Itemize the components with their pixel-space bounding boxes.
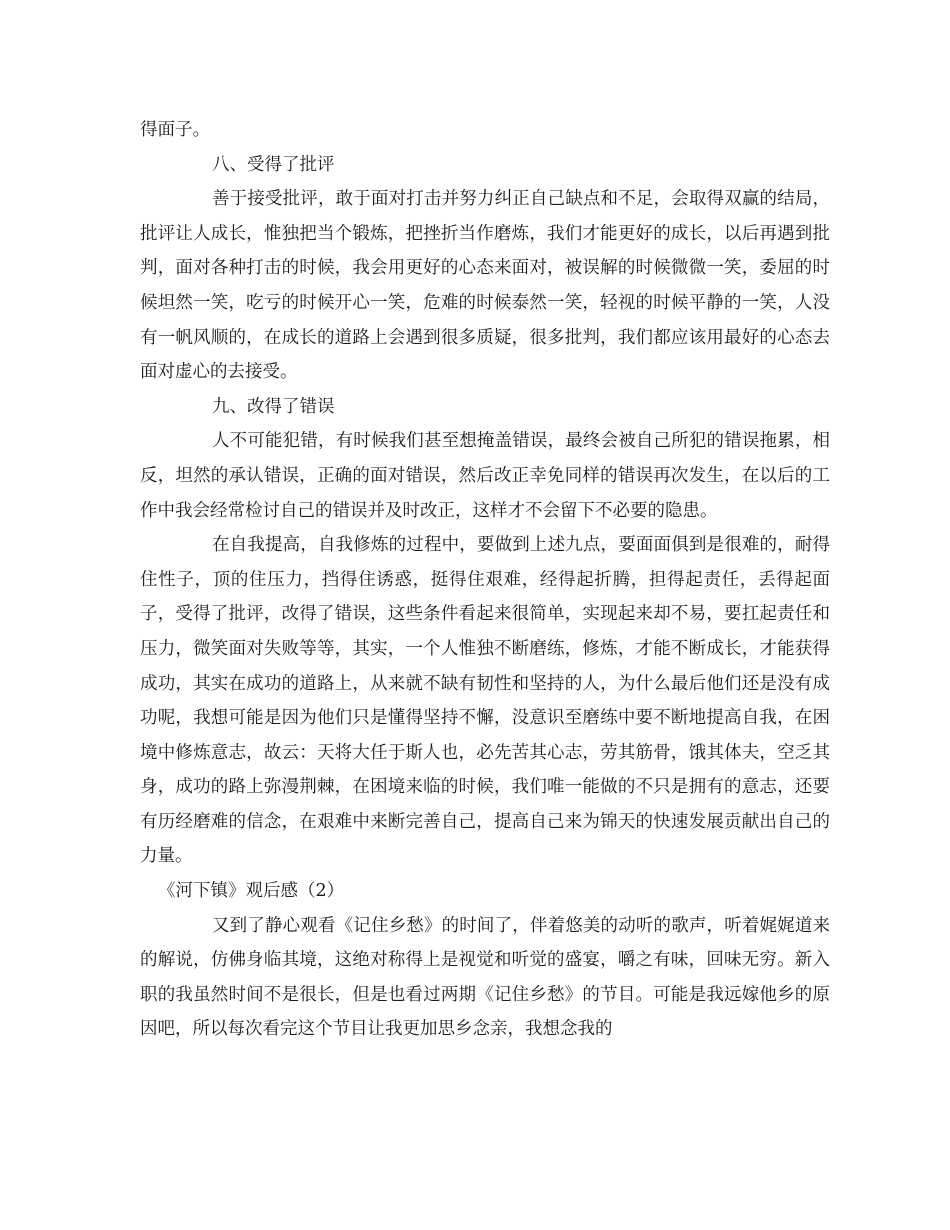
paragraph-nostalgia: 又到了静心观看《记住乡愁》的时间了，伴着悠美的动听的歌声，听着娓娓道来的解说，仿佛身临其境，这绝对称得上是视觉和听觉的盛宴，嚼之有味，回味无穷。新入职的我虽然时间不是很长，但是也看过两期《记住乡愁》的节目。可能是我远嫁他乡的原因吧，所以每次看完这个节目让我更加思乡念亲，我想念我的: [140, 915, 830, 1040]
paragraph-criticism: 善于接受批评，敢于面对打击并努力纠正自己缺点和不足，会取得双赢的结局，批评让人成长，惟独把当个锻炼，把挫折当作磨炼，我们才能更好的成长，以后再遇到批判，面对各种打击的时候，我会用更好的心态来面对，被误解的时候微微一笑，委屈的时候坦然一笑，吃亏的时候开心一笑，危难的时候泰然一笑，轻视的时候平静的一笑，人没有一帆风顺的，在成长的道路上会遇到很多质疑，很多批判，我们都应该用最好的心态去面对虚心的去接受。: [140, 189, 830, 383]
paragraph-summary: 在自我提高，自我修炼的过程中，要做到上述九点，要面面俱到是很难的，耐得住性子，顶的住压力，挡得住诱惑，挺得住艰难，经得起折腾，担得起责任，丢得起面子，受得了批评，改得了错误，这些条件看起来很简单，实现起来却不易，要扛起责任和压力，微笑面对失败等等，其实，一个人惟独不断磨练，修炼，才能不断成长，才能获得成功，其实在成功的道路上，从来就不缺有韧性和坚持的人，为什么最后他们还是没有成功呢，我想可能是因为他们只是懂得坚持不懈，没意识至磨练中要不断地提高自我，在困境中修炼意志，故云：天将大任于斯人也，必先苦其心志，劳其筋骨，饿其体夫，空乏其身，成功的路上弥漫荆棘，在困境来临的时候，我们唯一能做的不只是拥有的意志，还要有历经磨难的信念，在艰难中来断完善自己，提高自己来为锦天的快速发展贡献出自己的力量。: [140, 535, 830, 867]
paragraph-continuation: 得面子。: [140, 120, 210, 140]
section-heading-nine: 九、改得了错误: [212, 396, 335, 417]
article-subtitle: 《河下镇》观后感（2）: [158, 881, 345, 902]
document-body: [140, 113, 830, 1047]
section-heading-eight: 八、受得了批评: [212, 154, 335, 175]
paragraph-mistakes: 人不可能犯错，有时候我们甚至想掩盖错误，最终会被自己所犯的错误拖累，相反，坦然的承认错误，正确的面对错误，然后改正幸免同样的错误再次发生，在以后的工作中我会经常检讨自己的错误并及时改正，这样才不会留下不必要的隐患。: [140, 431, 830, 521]
